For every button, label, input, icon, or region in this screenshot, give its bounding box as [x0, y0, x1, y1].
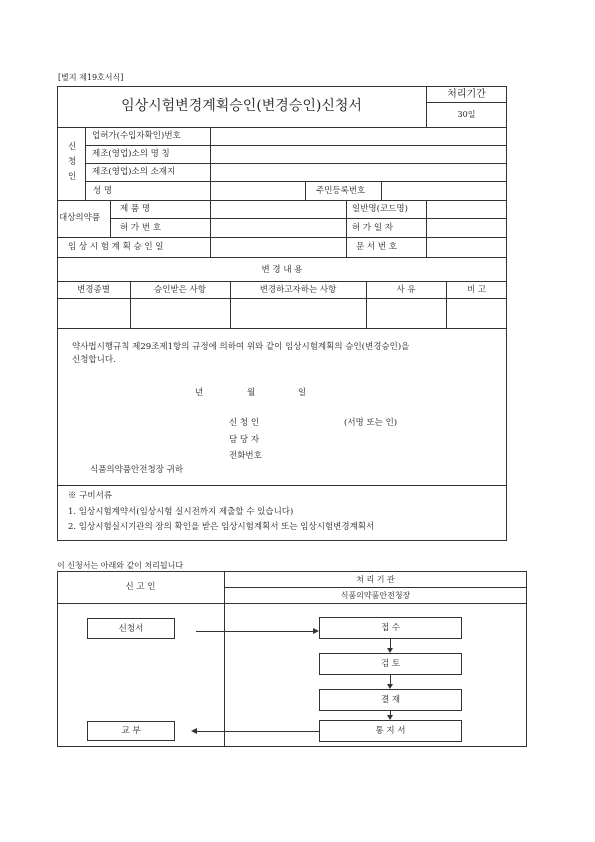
processing-period-value: 30일: [457, 110, 476, 119]
step-receipt-box: 접 수: [319, 617, 462, 639]
applicant-name-label: 성 명: [93, 186, 113, 196]
drug-group-label: 대상의약품: [59, 213, 101, 223]
applicant-signature-label: 신 청 인: [229, 418, 260, 428]
product-name-label: 제 품 명: [120, 204, 151, 214]
column-remarks: 비 고: [466, 285, 487, 295]
attachment-item-1: 1. 임상시험계약서(임상시험 실시전까지 제출할 수 있습니다): [68, 507, 294, 517]
attachments-header: ※ 구비서류: [68, 491, 113, 501]
process-applicant-header: 신 고 인: [125, 582, 156, 592]
column-reason: 사 유: [396, 285, 416, 295]
declaration-line-1: 약사법시행규칙 제29조제1항의 규정에 의하여 위와 같이 임상시험계획의 승인(변경승인)을: [72, 342, 410, 352]
generic-name-label: 일반명(코드명): [352, 204, 408, 214]
license-date-label: 허 가 일 자: [352, 223, 393, 233]
license-number-label: 허 가 번 호: [120, 223, 161, 233]
column-change-type: 변경종별: [77, 285, 110, 295]
phone-label: 전화번호: [229, 451, 262, 461]
signature-note: (서명 또는 인): [344, 418, 398, 428]
staff-label: 담 당 자: [229, 435, 260, 445]
business-license-label: 업허가(수입자확인)번호: [92, 131, 181, 141]
process-agency-header: 처 리 기 관: [356, 575, 395, 584]
approval-date-label: 임 상 시 험 계 획 승 인 일: [68, 242, 164, 252]
date-year: 년: [195, 388, 204, 398]
resident-number-label: 주민등록번호: [316, 186, 366, 196]
date-month: 월: [247, 388, 256, 398]
maker-name-label: 제조(영업)소의 명 칭: [92, 149, 170, 159]
form-title: 임상시험변경계획승인(변경승인)신청서: [121, 98, 362, 114]
application-box: 신청서: [87, 618, 175, 639]
process-agency-name: 식품의약품안전청장: [340, 591, 411, 600]
delivery-box: 교 부: [87, 721, 175, 741]
process-caption: 이 신청서는 아래와 같이 처리됩니다: [57, 561, 184, 570]
declaration-line-2: 신청합니다.: [72, 355, 116, 365]
step-approval-box: 결 재: [319, 689, 462, 711]
doc-number-label: 문 서 번 호: [356, 242, 397, 252]
column-to-change: 변경하고자하는 사항: [259, 285, 337, 295]
addressee: 식품의약품안전청장 귀하: [90, 465, 184, 475]
maker-address-label: 제조(영업)소의 소재지: [92, 167, 176, 177]
date-day: 일: [298, 388, 307, 398]
form-number: [별지 제19호서식]: [58, 73, 124, 82]
step-notice-box: 통 지 서: [319, 720, 462, 742]
changes-header: 변 경 내 용: [261, 265, 303, 275]
step-review-box: 검 토: [319, 653, 462, 675]
attachment-item-2: 2. 임상시험실시기관의 장의 확인을 받은 임상시험계획서 또는 임상시험변경계획서: [68, 522, 375, 532]
column-approved: 승인받은 사항: [154, 285, 206, 295]
processing-period-label: 처리기간: [447, 89, 486, 100]
